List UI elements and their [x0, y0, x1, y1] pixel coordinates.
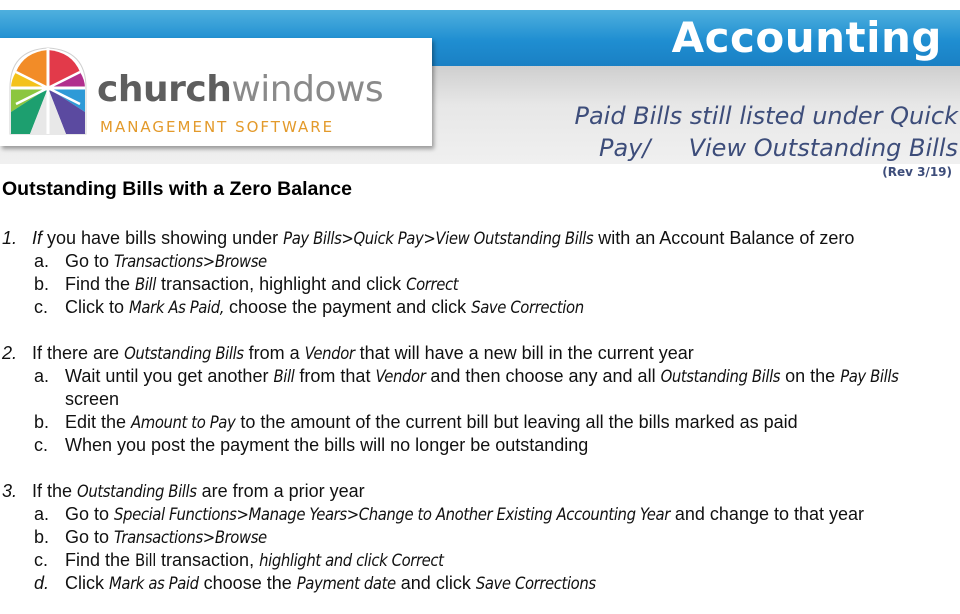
churchwindows-logo	[0, 38, 432, 146]
ui-term: Mark as Paid	[109, 574, 199, 593]
text: from that	[294, 366, 376, 386]
step-2a	[0, 365, 960, 411]
step-1b	[0, 273, 960, 296]
step-2-intro	[0, 342, 960, 365]
step-2c	[0, 434, 960, 457]
text: Go to	[65, 251, 115, 271]
sub-letter: b.	[34, 412, 50, 432]
ui-term: Outstanding Bills	[660, 367, 781, 386]
text: choose the payment and click	[224, 297, 472, 317]
menu-path: Transactions>Browse	[114, 528, 267, 547]
sub-letter: c.	[34, 297, 49, 317]
text: Go to	[65, 504, 115, 524]
revision-label: (Rev 3/19)	[882, 165, 952, 179]
text: Click	[65, 573, 109, 593]
step-1-intro	[0, 227, 960, 250]
step-2	[0, 342, 960, 457]
menu-path: Pay Bills>Quick Pay>View Outstanding Bills	[283, 229, 594, 248]
text: choose the	[198, 573, 297, 593]
text: and then choose any and all	[425, 366, 661, 386]
step-3d	[0, 572, 960, 595]
logo-tagline: MANAGEMENT SOFTWARE	[100, 118, 335, 136]
document-subtitle	[538, 100, 958, 164]
step-3-intro	[0, 480, 960, 503]
step-number: 2.	[2, 343, 18, 363]
text: from a	[243, 343, 305, 363]
ui-term: Correct	[406, 275, 459, 294]
step-1a	[0, 250, 960, 273]
sub-letter: a.	[34, 504, 50, 524]
step-3c	[0, 549, 960, 572]
step-1c	[0, 296, 960, 319]
sub-letter: b.	[34, 527, 50, 547]
step-3b	[0, 526, 960, 549]
sub-letter: a.	[34, 366, 50, 386]
logo-wordmark	[97, 70, 383, 110]
sub-letter: c.	[34, 435, 49, 455]
ui-term: Outstanding Bills	[124, 344, 244, 363]
text: Edit the	[65, 412, 132, 432]
text: with an Account Balance of zero	[593, 228, 855, 248]
text: Find the	[65, 274, 136, 294]
ui-term: Vendor	[304, 344, 355, 363]
sub-letter: a.	[34, 251, 50, 271]
sub-letter: c.	[34, 550, 49, 570]
ui-term: Vendor	[375, 367, 426, 386]
text: If there are	[32, 343, 125, 363]
text: transaction,	[156, 550, 260, 570]
ui-term: Payment date	[296, 574, 396, 593]
subtitle-line-2: Pay/ View Outstanding Bills	[598, 134, 958, 162]
text: and click	[395, 573, 476, 593]
sub-letter: d.	[34, 573, 50, 593]
sub-letter: b.	[34, 274, 50, 294]
menu-path: Transactions>Browse	[114, 252, 267, 271]
text: on the	[780, 366, 841, 386]
document-header	[0, 0, 960, 179]
text: When you post the payment the bills will no longer be outstanding	[65, 435, 589, 455]
ui-term: Bill	[135, 551, 157, 570]
step-number: 3.	[2, 481, 18, 501]
ui-term: Save Correction	[471, 298, 584, 317]
logo-word-church: church	[97, 69, 232, 110]
step-2b	[0, 411, 960, 434]
ui-term: Pay Bills	[840, 367, 899, 386]
ui-term: Amount to Pay	[131, 413, 236, 432]
text: Click to	[65, 297, 130, 317]
step-3a	[0, 503, 960, 526]
section-title: Accounting	[671, 13, 942, 62]
emphasis: If	[32, 228, 43, 248]
text: Go to	[65, 527, 115, 547]
text: you have bills showing under	[42, 228, 284, 248]
ui-term: highlight and click Correct	[259, 551, 444, 570]
text: transaction, highlight and click	[156, 274, 407, 294]
ui-term: Outstanding Bills	[77, 482, 197, 501]
text: Wait until you get another	[65, 366, 274, 386]
text: and change to that year	[669, 504, 865, 524]
step-number: 1.	[2, 228, 18, 248]
ui-term: Bill	[273, 367, 295, 386]
ui-term: Mark As Paid,	[129, 298, 225, 317]
ui-term: Save Corrections	[475, 574, 596, 593]
text: Find the	[65, 550, 136, 570]
subtitle-line-1: Paid Bills still listed under Quick	[574, 102, 958, 130]
text: screen	[65, 389, 120, 409]
logo-word-windows: windows	[231, 69, 384, 110]
menu-path: Special Functions>Manage Years>Change to Another Existing Accounting Year	[114, 505, 670, 524]
document-heading: Outstanding Bills with a Zero Balance	[2, 178, 352, 200]
text: that will have a new bill in the current year	[354, 343, 694, 363]
text: to the amount of the current bill but leaving all the bills marked as paid	[235, 412, 798, 432]
stained-glass-window-icon	[4, 42, 92, 138]
step-1	[0, 227, 960, 319]
text: If the	[32, 481, 78, 501]
text: are from a prior year	[196, 481, 365, 501]
step-3	[0, 480, 960, 595]
ui-term: Bill	[135, 275, 157, 294]
